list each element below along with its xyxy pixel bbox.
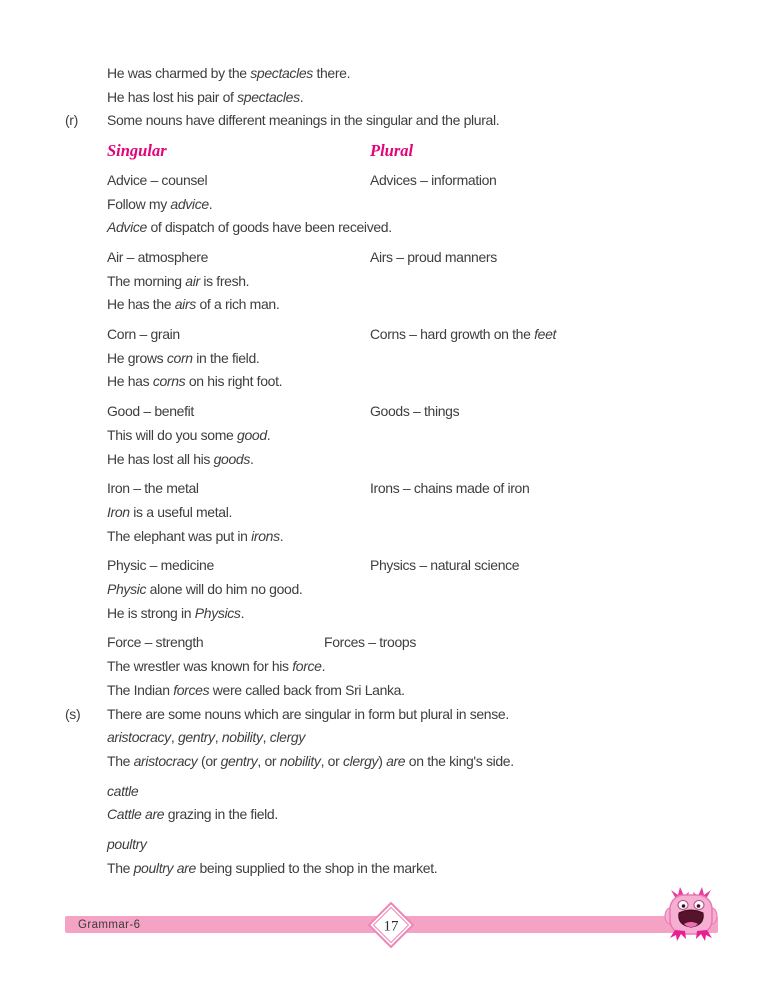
singular-entry <box>107 477 370 501</box>
book-title: Grammar-6 <box>78 918 141 931</box>
plain-text: . <box>250 450 254 467</box>
plain-text: being supplied to the shop in the market. <box>195 859 438 876</box>
plain-text: The wrestler was known for his <box>107 658 293 675</box>
noun-pair-head <box>107 554 763 578</box>
italic-word: Cattle are <box>107 806 165 823</box>
plain-text: Physics – natural science <box>370 557 520 574</box>
singular-column-header: Singular <box>107 141 167 161</box>
example-sentence <box>107 602 763 626</box>
plural-entry <box>370 169 763 193</box>
plain-text: Iron – the metal <box>107 480 199 497</box>
example-sentence <box>107 578 763 602</box>
word-list <box>107 833 763 857</box>
section-s <box>65 703 763 727</box>
plain-text: on his right foot. <box>185 373 283 390</box>
plural-entry <box>370 554 763 578</box>
noun-pair-head <box>107 400 763 424</box>
noun-pair-block <box>107 554 763 625</box>
example-sentence <box>107 655 763 679</box>
section-r-text: Some nouns have different meanings in the singular and the plural. <box>107 112 500 129</box>
page-number-diamond <box>368 902 414 948</box>
example-sentence <box>107 501 763 525</box>
noun-pair-block <box>107 169 763 240</box>
plain-text: He is strong in <box>107 604 195 621</box>
plain-text: is a useful metal. <box>129 503 233 520</box>
italic-word: clergy <box>342 752 379 769</box>
plain-text: He was charmed by the <box>107 65 251 81</box>
singular-entry <box>107 631 324 655</box>
page-content <box>65 62 763 881</box>
plain-text: Goods – things <box>370 403 460 420</box>
plain-text: Physic – medicine <box>107 557 214 574</box>
plural-entry <box>370 246 763 270</box>
italic-word: gentry <box>220 752 258 769</box>
plain-text: Advice – counsel <box>107 171 208 188</box>
example-sentence <box>107 86 763 110</box>
plain-text: on the king's side. <box>405 752 514 769</box>
plain-text: He has lost his pair of <box>107 88 238 105</box>
noun-pair-block <box>107 477 763 548</box>
plain-text: . <box>321 658 326 675</box>
plain-text: He has lost all his <box>107 450 214 467</box>
example-sentence <box>107 216 763 240</box>
noun-pair-head <box>107 246 763 270</box>
italic-word: nobility <box>279 752 321 769</box>
intro-examples <box>107 62 763 109</box>
plain-text: , <box>170 729 178 746</box>
plain-text: He has the <box>107 296 175 313</box>
section-s-text: There are some nouns which are singular in form but plural in sense. <box>107 705 509 722</box>
plain-text: . <box>299 88 304 105</box>
noun-pair-block <box>107 323 763 394</box>
example-sentence <box>107 857 763 881</box>
noun-pair-head <box>107 631 763 655</box>
plain-text: is fresh. <box>199 272 250 289</box>
plain-text: , <box>262 729 270 746</box>
example-sentence <box>107 347 763 371</box>
plain-text: Advices – information <box>370 171 497 188</box>
example-sentence <box>107 679 763 703</box>
example-sentence <box>107 370 763 394</box>
collective-noun-group <box>107 726 763 773</box>
plain-text: Force – strength <box>107 634 204 651</box>
plain-text: . <box>208 195 213 212</box>
plain-text: The <box>107 859 134 876</box>
italic-word: airs <box>174 296 196 313</box>
section-r-label: (r) <box>65 112 78 129</box>
page-number: 17 <box>383 918 399 935</box>
italic-word: forces <box>173 681 210 698</box>
singular-entry <box>107 246 370 270</box>
plain-text: He has <box>107 373 153 390</box>
italic-word: corn <box>166 349 193 366</box>
example-sentence <box>107 62 763 86</box>
singular-entry <box>107 400 370 424</box>
plain-text: , or <box>257 752 280 769</box>
italic-word: gentry <box>177 729 215 746</box>
example-sentence <box>107 193 763 217</box>
plain-text: . <box>266 426 271 443</box>
plain-text: Follow my <box>107 195 171 212</box>
example-sentence <box>107 448 763 472</box>
italic-word: corns <box>152 373 186 390</box>
italic-word: nobility <box>221 729 263 746</box>
example-sentence <box>107 424 763 448</box>
plural-entry <box>370 323 763 347</box>
word-list <box>107 780 763 804</box>
plain-text: The <box>107 752 134 769</box>
italic-word: poultry are <box>133 859 196 876</box>
plain-text: Irons – chains made of iron <box>370 480 530 497</box>
plain-text: alone will do him no good. <box>146 581 303 598</box>
noun-pair-block <box>107 631 763 702</box>
italic-word: goods <box>213 450 251 467</box>
example-sentence <box>107 803 763 827</box>
italic-word: cattle <box>107 782 139 799</box>
example-sentence <box>107 293 763 317</box>
singular-entry <box>107 554 370 578</box>
section-s-label: (s) <box>65 705 81 722</box>
plain-text: of a rich man. <box>195 296 280 313</box>
plain-text: in the field. <box>192 349 260 366</box>
plural-column-header: Plural <box>370 141 414 161</box>
column-headers <box>107 139 763 163</box>
plain-text: were called back from Sri Lanka. <box>209 681 405 698</box>
italic-word: poultry <box>107 836 147 853</box>
noun-pair-block <box>107 246 763 317</box>
plain-text: , <box>214 729 222 746</box>
italic-word: Physic <box>107 581 147 598</box>
italic-word: air <box>185 272 200 289</box>
noun-pair-list <box>107 169 763 703</box>
plain-text: (or <box>197 752 221 769</box>
italic-word: feet <box>534 326 557 343</box>
plural-entry <box>370 477 763 501</box>
italic-word: advice <box>170 195 209 212</box>
noun-pair-block <box>107 400 763 471</box>
plain-text: The morning <box>107 272 186 289</box>
collective-noun-group <box>107 833 763 880</box>
plain-text: Forces – troops <box>324 634 417 651</box>
collective-noun-group <box>107 780 763 827</box>
plain-text: This will do you some <box>107 426 238 443</box>
noun-pair-head <box>107 323 763 347</box>
plain-text: Corns – hard growth on the <box>370 326 535 343</box>
section-r <box>65 109 763 133</box>
collective-noun-groups <box>107 726 763 880</box>
italic-word: are <box>386 752 406 769</box>
italic-word: irons <box>251 527 280 544</box>
example-sentence <box>107 270 763 294</box>
italic-word: spectacles <box>250 65 313 81</box>
plain-text: . <box>279 527 284 544</box>
singular-entry <box>107 169 370 193</box>
plain-text: Airs – proud manners <box>370 248 497 265</box>
plain-text: grazing in the field. <box>164 806 278 823</box>
plural-entry <box>370 400 763 424</box>
noun-pair-head <box>107 169 763 193</box>
plural-entry <box>324 631 763 655</box>
plain-text: of dispatch of goods have been received. <box>146 219 392 236</box>
noun-pair-head <box>107 477 763 501</box>
plain-text: ) <box>378 752 387 769</box>
plain-text: The elephant was put in <box>107 527 252 544</box>
example-sentence <box>107 750 763 774</box>
plain-text: Corn – grain <box>107 326 180 343</box>
plain-text: The Indian <box>107 681 174 698</box>
plain-text: , or <box>320 752 343 769</box>
singular-entry <box>107 323 370 347</box>
italic-word: good <box>237 426 267 443</box>
plain-text: Good – benefit <box>107 403 194 420</box>
plain-text: He grows <box>107 349 167 366</box>
italic-word: force <box>292 658 322 675</box>
example-sentence <box>107 525 763 549</box>
italic-word: Physics <box>194 604 241 621</box>
plain-text: . <box>240 604 245 621</box>
italic-word: Iron <box>107 503 130 520</box>
italic-word: spectacles <box>237 88 300 105</box>
italic-word: aristocracy <box>133 752 198 769</box>
word-list <box>107 726 763 750</box>
italic-word: Advice <box>107 219 147 236</box>
plain-text: there. <box>312 65 351 81</box>
italic-word: aristocracy <box>107 729 171 746</box>
plain-text: Air – atmosphere <box>107 248 209 265</box>
pink-mascot-icon <box>662 886 720 942</box>
italic-word: clergy <box>269 729 305 746</box>
